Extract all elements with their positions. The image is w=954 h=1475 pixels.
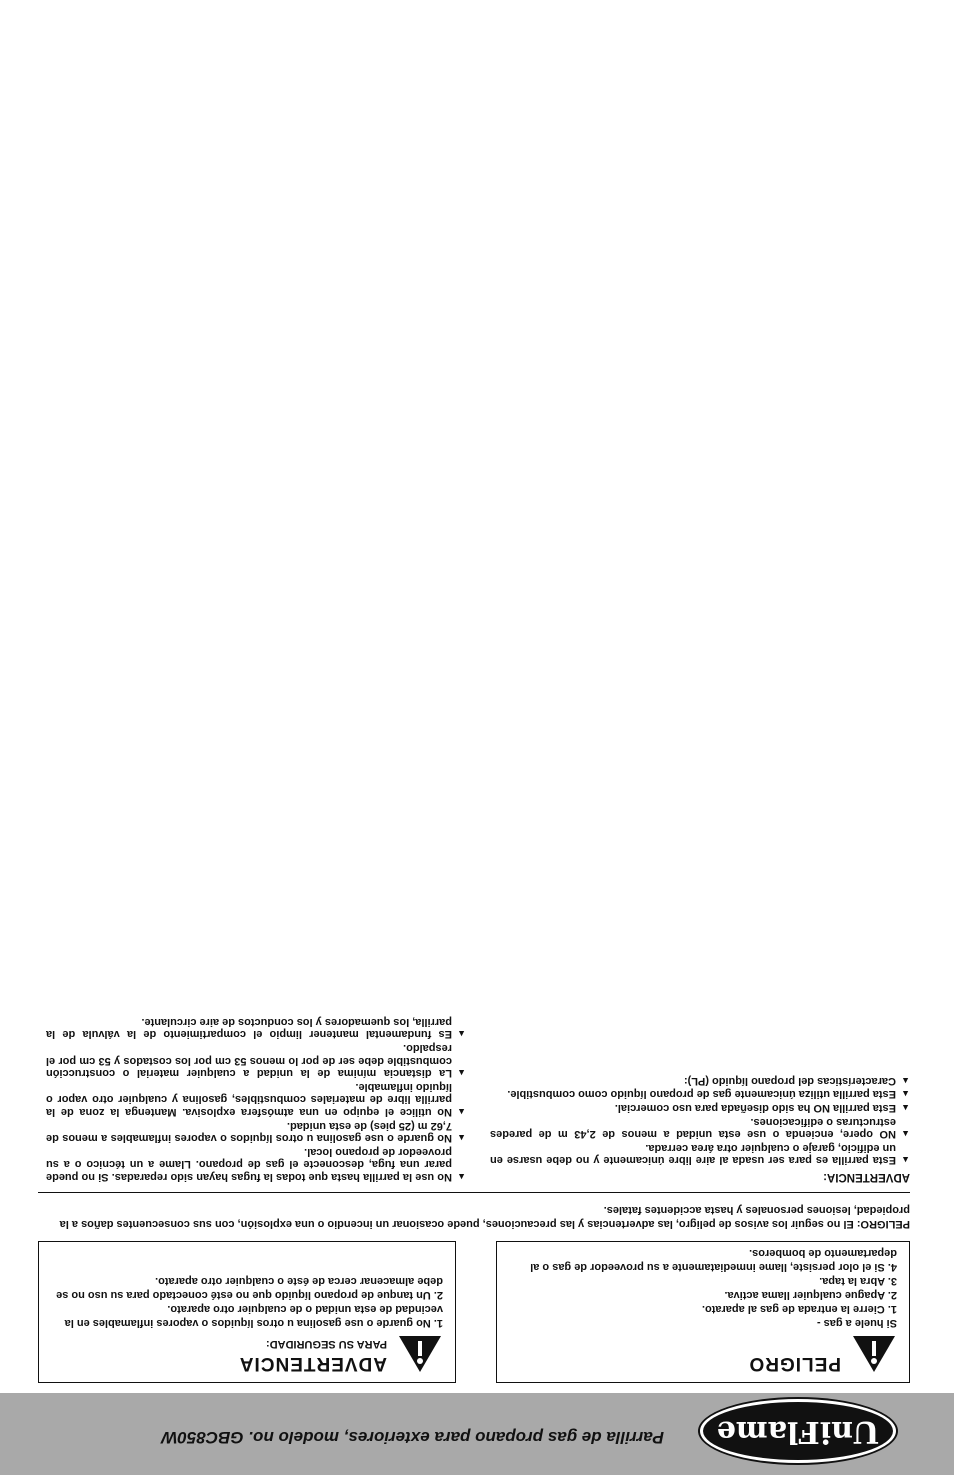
warning-list-item: ▲ No guarde o use gasolina u otros líquidos o vapores inflamables a menos de 7,62 m (25 pies) de esta unidad. xyxy=(46,1119,466,1144)
warning-list-item: ▲ No utilice el equipo en una atmósfera explosiva. Mantenga la zona de la parrilla libre de materiales combustibles, gasolina y cualquier otro vapor o líquido inflamable. xyxy=(46,1080,466,1118)
warning-triangle-icon xyxy=(397,1334,443,1374)
danger-box xyxy=(496,1241,910,1383)
warning-list-item: ▲ Esta parrilla utiliza únicamente gas de propano líquido como combustible. xyxy=(490,1088,910,1101)
warning-list-item: ▲ No use la parrilla hasta que todas la fugas hayan sido reparadas. Si no puede parar una fuga, desconecte el gas de propano. Llame a un técnico o a su proveedor de propano local. xyxy=(46,1145,466,1183)
warning-box xyxy=(38,1241,456,1383)
danger-notice: PELIGRO: El no seguir los avisos de peligro, las advertencias y las precauciones, puede ocasionar un incendio o una explosión, con sus consecuentes daños a la propiedad, lesiones personales y hasta accidentes fatales. xyxy=(59,1204,910,1230)
warning-list-item: ▲ Esta parrilla es para ser usada al aire libre únicamente y no debe usarse en un edificio, garaje o cualquier otra área cerrada. xyxy=(490,1141,910,1166)
warning-list-item: ▲ Características del propano líquido (PL): xyxy=(490,1074,910,1087)
page-title: Parrilla de gas propano para exteriores, modelo no. GBC850W xyxy=(161,1428,664,1447)
warning-list-item: ▲ Es fundamental mantener limpio el compartimiento de la válvula de la parrilla, los quemadores y los conductos de aire circulante. xyxy=(46,1015,466,1040)
warning-list-item: ▲ NO opere, encienda o use esta unidad a menos de 2,43 m de paredes estructuras o edificaciones. xyxy=(490,1115,910,1140)
left-column-heading: ADVERTENCIA: xyxy=(823,1171,910,1183)
warning-box-text: 1. No guarde o use gasolina u otros líquidos o vapores inflamables en la vecindad de esta unidad o de cualquier otro aparato. 2. Un tanque de propano líquido que no esté conectado para su uso no se debe almacenar cerca de éste o cualquier otro aparato. xyxy=(56,1275,443,1329)
uniflame-logo: UniFlame xyxy=(700,1399,896,1463)
danger-box-title: PELIGRO xyxy=(748,1353,841,1374)
warning-box-header xyxy=(51,1334,443,1374)
header-banner xyxy=(0,1393,954,1475)
left-column xyxy=(490,13,910,1183)
warning-list-item: ▲ La distancia mínima de la unidad a cualquier material o construcción combustible debe ser de por lo menos 53 cm por los costados y 53 cm por el respaldo. xyxy=(46,1041,466,1079)
right-column-list xyxy=(46,1015,466,1183)
danger-box-header xyxy=(509,1334,897,1374)
warning-box-title: ADVERTENCIA xyxy=(238,1353,387,1374)
warning-box-subtitle: PARA SU SEGURIDAD: xyxy=(265,1338,387,1350)
right-column xyxy=(46,13,466,1183)
left-column-list xyxy=(490,1074,910,1166)
danger-box-text: Si huele a gas - 1. Cierre la entrada de gas al aparato. 2. Apague cualquier llama activa. 3. Abra la tapa. 4. Si el olor persiste, llame inmediatamente a su proveedor de gas o al departamento de bomberos. xyxy=(530,1247,897,1329)
warning-triangle-icon xyxy=(851,1334,897,1374)
warning-list-item: ▲ Esta parrilla NO ha sido diseñada para uso comercial. xyxy=(490,1101,910,1114)
section-divider xyxy=(38,1192,910,1193)
